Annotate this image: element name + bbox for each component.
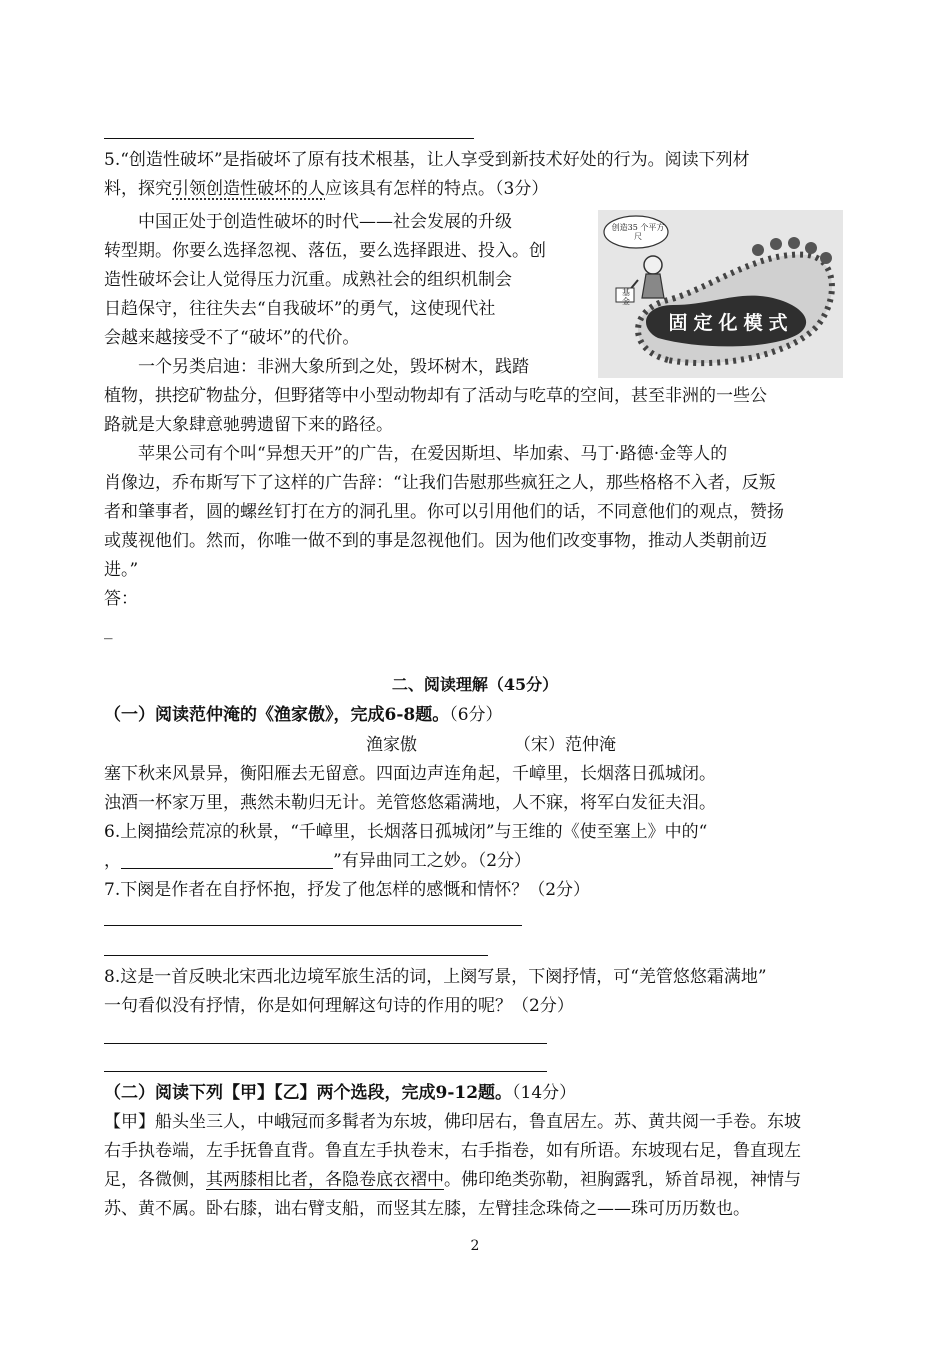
page-number: 2: [470, 1238, 480, 1254]
q6-answer-blank[interactable]: [121, 850, 333, 869]
q5-p1-line-1: 中国正处于创造性破坏的时代——社会发展的升级: [138, 212, 512, 232]
q5-line-2-pre: 料，探究: [104, 179, 172, 199]
part1-heading: [104, 701, 503, 730]
poem-title: 渔家傲: [366, 735, 417, 755]
q5-p3-line-3: 者和肇事者，圆的螺丝钉打在方的洞孔里。你可以引用他们的话，不同意他们的观点，赞扬: [104, 502, 784, 522]
q5-p1-line-5: 会越来越接受不了“破坏”的代价。: [104, 328, 360, 348]
part1-title: （一）阅读范仲淹的《渔家傲》，完成6-8题。: [104, 705, 450, 725]
jia-line-1: 【甲】船头坐三人，中峨冠而多髯者为东坡，佛印居右，鲁直居左。苏、黄共阅一手卷。东坡: [104, 1112, 801, 1132]
jia-underlined-sentence: 其两膝相比者，各隐卷底衣褶中: [206, 1170, 444, 1190]
answer-line-top: [104, 138, 474, 139]
jia-line-2: 右手执卷端，左手抚鲁直背。鲁直左手执卷末，右手指卷，如有所语。东坡现右足，鲁直现左: [104, 1141, 801, 1161]
cartoon-illustration: [598, 210, 843, 378]
section-title: 二、阅读理解（45分）: [391, 675, 559, 694]
q5-line-1: 5.“创造性破坏”是指破坏了原有技术根基，让人享受到新技术好处的行为。阅读下列材: [104, 150, 750, 170]
q8-answer-line-1[interactable]: [104, 1043, 547, 1044]
q7-answer-line-1[interactable]: [104, 925, 522, 926]
part1-score: （6分）: [449, 705, 503, 725]
q5-p2-line-2: 植物，拱挖矿物盐分，但野猪等中小型动物却有了活动与吃草的空间，甚至非洲的一些公: [104, 386, 767, 406]
jia-line-3: [104, 1166, 801, 1195]
answer-label: 答：: [104, 589, 138, 609]
q6-line-2-post: ”有异曲同工之妙。（2分）: [333, 851, 532, 871]
q5-p3-line-4: 或蔑视他们。然而，你唯一做不到的事是忽视他们。因为他们改变事物，推动人类朝前迈: [104, 531, 767, 551]
poem-line-1: 塞下秋来风景异，衡阳雁去无留意。四面边声连角起，千嶂里，长烟落日孤城闭。: [104, 764, 716, 784]
image-sign-text: 基 金: [622, 288, 630, 306]
q6-line-2: [104, 847, 531, 876]
jia-line-4: 苏、黄不属。卧右膝，诎右臂支船，而竖其左膝，左臂挂念珠倚之——珠可历历数也。: [104, 1199, 750, 1219]
q5-p1-line-3: 造性破坏会让人觉得压力沉重。成熟社会的组织机制会: [104, 270, 512, 290]
q5-line-2-post: 应该具有怎样的特点。（3分）: [325, 179, 549, 199]
q5-p2-line-3: 路就是大象肆意驰骋遗留下来的路径。: [104, 415, 393, 435]
q7-answer-line-2[interactable]: [104, 955, 488, 956]
part2-heading: [104, 1079, 576, 1108]
q5-p1-line-2: 转型期。你要么选择忽视、落伍，要么选择跟进、投入。创: [104, 241, 546, 261]
jia-line-3-post: 。佛印绝类弥勒，袒胸露乳，矫首昂视，神情与: [444, 1170, 801, 1190]
q8-line-1: 8.这是一首反映北宋西北边境军旅生活的词，上阕写景，下阕抒情，可“羌管悠悠霜满地”: [104, 967, 767, 987]
q5-p1-line-4: 日趋保守，往往失去“自我破坏”的勇气，这使现代社: [104, 299, 496, 319]
q5-p2-line-1: 一个另类启迪：非洲大象所到之处，毁坏树木，践踏: [138, 357, 529, 377]
image-bubble-text: 创造35 个平方尺: [611, 223, 665, 241]
q8-answer-line-2[interactable]: [104, 1071, 547, 1072]
q5-p3-line-5: 进。”: [104, 560, 139, 580]
poem-author: （宋）范仲淹: [514, 735, 616, 755]
q5-p3-line-1: 苹果公司有个叫“异想天开”的广告，在爱因斯坦、毕加索、马丁·路德·金等人的: [138, 444, 728, 464]
part2-title: （二）阅读下列【甲】【乙】两个选段，完成9-12题。: [104, 1083, 513, 1103]
poem-line-2: 浊酒一杯家万里，燕然未勒归无计。羌管悠悠霜满地，人不寐，将军白发征夫泪。: [104, 793, 716, 813]
q5-p3-line-2: 肖像边，乔布斯写下了这样的广告辞：“让我们告慰那些疯狂之人，那些格格不入者，反叛: [104, 473, 776, 493]
q8-line-2: 一句看似没有抒情，你是如何理解这句诗的作用的呢？（2分）: [104, 996, 574, 1016]
part2-score: （14分）: [512, 1083, 577, 1103]
q6-line-1: 6.上阕描绘荒凉的秋景，“千嶂里，长烟落日孤城闭”与王维的《使至塞上》中的“: [104, 822, 708, 842]
answer-blank-dash: _: [104, 620, 113, 640]
q5-line-2: [104, 175, 548, 204]
image-main-text: 固定化模式: [668, 312, 794, 334]
q5-emphasis-dots: 引领创造性破坏的人: [172, 179, 325, 199]
q6-line-2-pre: ，: [104, 851, 121, 871]
jia-line-3-pre: 足，各微侧，: [104, 1170, 206, 1190]
q7-line: 7.下阕是作者在自抒怀抱，抒发了他怎样的感慨和情怀？（2分）: [104, 880, 591, 900]
